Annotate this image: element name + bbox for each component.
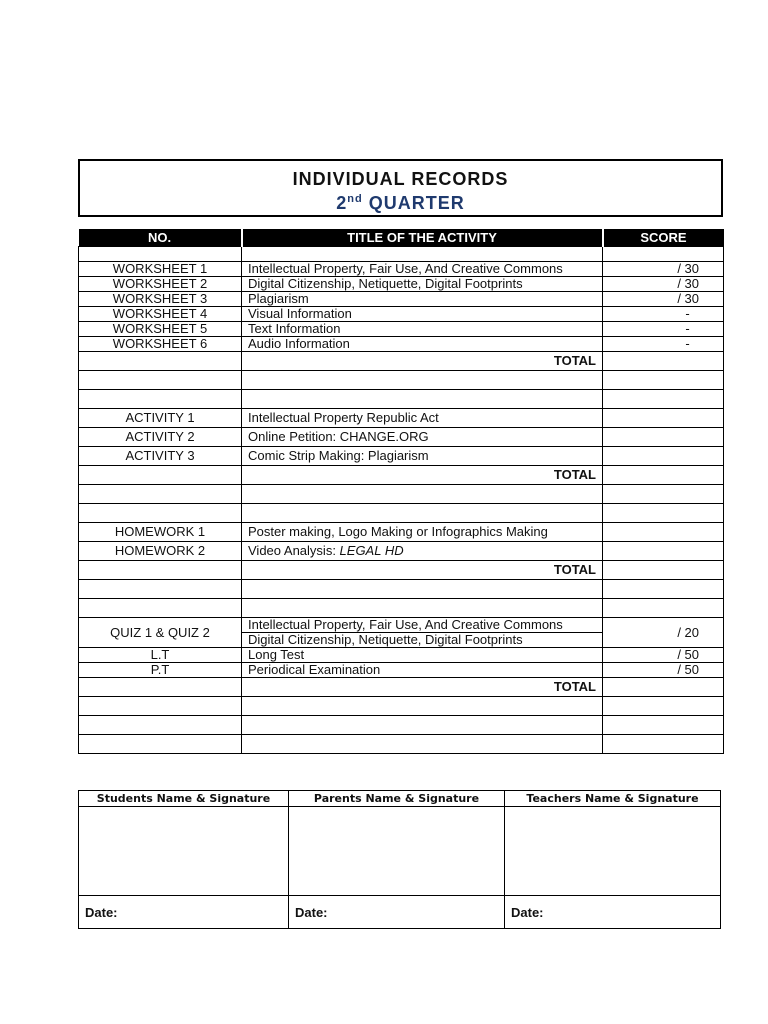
row-no: WORKSHEET 6 [79,337,242,352]
table-row [79,663,724,678]
row-score: / 20 [603,618,724,648]
teacher-signature-field[interactable] [505,807,721,896]
total-label: TOTAL [242,466,603,485]
row-title: Text Information [242,322,603,337]
row-no: HOMEWORK 2 [79,542,242,561]
student-signature-field[interactable] [79,807,289,896]
row-title: Intellectual Property Republic Act [242,409,603,428]
col-header-title: TITLE OF THE ACTIVITY [242,229,603,247]
row-no: P.T [79,663,242,678]
row-title-italic: LEGAL HD [339,543,404,558]
total-row [79,678,724,697]
total-label: TOTAL [242,352,603,371]
table-row [79,390,724,409]
row-title: Digital Citizenship, Netiquette, Digital Footprints [242,277,603,292]
title-box [78,159,723,217]
row-no: WORKSHEET 1 [79,262,242,277]
quarter-word: QUARTER [368,193,465,213]
row-title: Plagiarism [242,292,603,307]
signature-table [78,790,721,929]
parent-signature-field[interactable] [289,807,505,896]
quiz-title-1: Intellectual Property, Fair Use, And Creative Commons [242,618,602,633]
parent-signature-header: Parents Name & Signature [289,791,505,807]
row-no: WORKSHEET 4 [79,307,242,322]
table-row [79,247,724,262]
table-row [79,599,724,618]
table-row [79,409,724,428]
row-score: - [603,307,724,322]
records-table [78,229,724,754]
teacher-signature-header: Teachers Name & Signature [505,791,721,807]
total-row [79,561,724,580]
row-title [242,618,603,648]
row-title: Audio Information [242,337,603,352]
table-row [79,337,724,352]
table-row [79,504,724,523]
row-title: Poster making, Logo Making or Infographics Making [242,523,603,542]
row-no: HOMEWORK 1 [79,523,242,542]
table-row [79,371,724,390]
table-row [79,697,724,716]
row-score: / 30 [603,277,724,292]
row-no: WORKSHEET 2 [79,277,242,292]
student-date-field[interactable]: Date: [79,896,289,929]
teacher-date-field[interactable]: Date: [505,896,721,929]
table-row [79,428,724,447]
row-score: - [603,322,724,337]
page-title: INDIVIDUAL RECORDS [292,169,509,189]
table-row [79,447,724,466]
table-row [79,322,724,337]
row-score: / 50 [603,663,724,678]
table-header [79,229,724,247]
row-no: ACTIVITY 3 [79,447,242,466]
table-row [79,618,724,648]
total-row [79,352,724,371]
row-score: / 30 [603,292,724,307]
total-label: TOTAL [242,561,603,580]
table-row [79,542,724,561]
quiz-title-2: Digital Citizenship, Netiquette, Digital Footprints [248,632,523,647]
table-row [79,735,724,754]
row-title: Online Petition: CHANGE.ORG [242,428,603,447]
table-row [79,277,724,292]
row-score: / 50 [603,648,724,663]
table-row [79,580,724,599]
row-no: QUIZ 1 & QUIZ 2 [79,618,242,648]
quarter-suffix: nd [347,193,363,205]
row-title: Intellectual Property, Fair Use, And Creative Commons [242,262,603,277]
table-row [79,648,724,663]
row-title [242,542,603,561]
row-no: ACTIVITY 1 [79,409,242,428]
total-label: TOTAL [242,678,603,697]
table-row [79,716,724,735]
row-title: Comic Strip Making: Plagiarism [242,447,603,466]
quarter-title [80,193,721,214]
parent-date-field[interactable]: Date: [289,896,505,929]
row-score: / 30 [603,262,724,277]
row-score: - [603,337,724,352]
table-row [79,307,724,322]
row-no: WORKSHEET 3 [79,292,242,307]
student-signature-header: Students Name & Signature [79,791,289,807]
row-no: ACTIVITY 2 [79,428,242,447]
quarter-number: 2 [336,193,348,213]
col-header-no: NO. [79,229,242,247]
table-row [79,523,724,542]
row-no: L.T [79,648,242,663]
row-title: Visual Information [242,307,603,322]
col-header-score: SCORE [603,229,724,247]
total-row [79,466,724,485]
row-title: Periodical Examination [242,663,603,678]
table-row [79,485,724,504]
row-title-plain: Video Analysis: [248,543,340,558]
row-title: Long Test [242,648,603,663]
table-row [79,292,724,307]
row-no: WORKSHEET 5 [79,322,242,337]
table-row [79,262,724,277]
